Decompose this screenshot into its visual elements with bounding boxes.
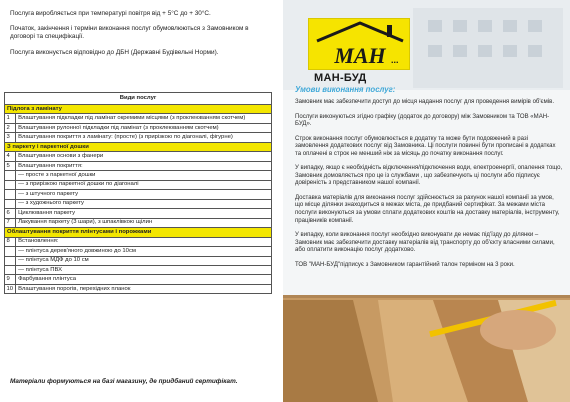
table-row	[5, 133, 272, 142]
intro-text	[10, 10, 272, 64]
table-section-header	[5, 105, 272, 114]
row-number	[5, 190, 16, 199]
table-row	[5, 218, 272, 227]
row-service: Циклювання паркету	[16, 209, 272, 218]
row-service: — плінтуса ПВХ	[16, 265, 272, 274]
row-number	[5, 265, 16, 274]
row-number	[5, 171, 16, 180]
row-service: Влаштування порогів, перехідних планок	[16, 284, 272, 293]
section-title: Облаштування покриття плінтусами і порожками	[5, 228, 272, 237]
services-table	[4, 92, 272, 294]
row-number: 7	[5, 218, 16, 227]
row-number: 4	[5, 152, 16, 161]
brand-name: МАН-БУД	[314, 72, 367, 84]
condition-paragraph: ТОВ "МАН-БУД"підписує з Замовником гарантійний талон терміном на 3 роки.	[295, 261, 515, 268]
row-service: Влаштування покриття:	[16, 161, 272, 170]
row-number: 3	[5, 133, 16, 142]
condition-paragraph: Строк виконання послуг обумовлюється в додатку та може бути подовжений в разі замовлення додаткових послуг від Замовника. Ці послуги повинні бути прописані в додатках та оплачені в строк не менший ніж за місяць до початку виконання послуг.	[295, 135, 556, 157]
row-number: 9	[5, 275, 16, 284]
table-row	[5, 190, 272, 199]
condition-paragraph: Замовник має забезпечити доступ до місця надання послуг для проведення вимірів об'ємів.	[295, 99, 555, 105]
row-number: 2	[5, 123, 16, 132]
table-row	[5, 199, 272, 208]
row-service: Лакування паркету (3 шари), з шпаклівкою щілин	[16, 218, 272, 227]
row-number: 8	[5, 237, 16, 246]
table-section-header	[5, 228, 272, 237]
table-row	[5, 284, 272, 293]
intro-temperature: Послуга виробляється при температурі повітря від + 5°C до + 30°C.	[10, 10, 211, 17]
table-row	[5, 209, 272, 218]
conditions-text	[295, 99, 563, 269]
table-row	[5, 152, 272, 161]
row-service: — просте з паркетної дошки	[16, 171, 272, 180]
intro-terms: Початок, закінчення і терміни виконання послуг обумовлюються з Замовником в договорі та специфікації.	[10, 25, 249, 41]
services-table-body	[5, 105, 272, 294]
house-roof-icon	[309, 19, 411, 71]
section-title: З паркету і паркетної дошки	[5, 142, 272, 151]
right-page	[283, 0, 570, 402]
section-title: Підлога з ламінату	[5, 105, 272, 114]
row-service: Влаштування основи з фанери	[16, 152, 272, 161]
logo-mark-text: МАН	[334, 43, 386, 68]
row-number	[5, 199, 16, 208]
condition-paragraph: Послуги виконуються згідно графіку (додаток до договору) між Замовником та ТОВ «МАН-БУД».	[295, 113, 550, 128]
svg-text:...: ...	[391, 55, 399, 65]
row-service: — плінтуса дерев'яного довжиною до 10см	[16, 247, 272, 256]
table-row	[5, 247, 272, 256]
condition-paragraph: У випадку, коли виконання послуг необхідно виконувати де немає під'їзду до ділянки – Замовник має забезпечити доставку матеріалів від транспорту до об'єкту власними силами, або оплатити виконацію послуг додатково.	[295, 232, 555, 254]
row-service: — плінтуса МДФ до 10 см	[16, 256, 272, 265]
row-service: — з художнього паркету	[16, 199, 272, 208]
condition-paragraph: У випадку, якщо є необхідність відключення/підключення води, електроенергії, опалення тощо, Замовник домовляється про це із службами , що забезпечують ці послуги або підписує довіреність з представником нашої компанії.	[295, 165, 563, 187]
row-number: 6	[5, 209, 16, 218]
table-row	[5, 161, 272, 170]
row-service: Влаштування покриття з ламінату: (просте) (з прирізкою по діагоналі, фігурне)	[16, 133, 272, 142]
table-row	[5, 265, 272, 274]
conditions-title: Умови виконання послуг:	[295, 85, 396, 94]
row-service: Фарбування плінтуса	[16, 275, 272, 284]
services-table-header: Види послуг	[5, 93, 272, 105]
table-row	[5, 171, 272, 180]
table-row	[5, 275, 272, 284]
table-row	[5, 237, 272, 246]
row-number	[5, 247, 16, 256]
row-service: — з прирізкою паркетної дошки по діагоналі	[16, 180, 272, 189]
table-row	[5, 123, 272, 132]
row-number	[5, 180, 16, 189]
table-row	[5, 180, 272, 189]
photo-divider	[283, 295, 570, 298]
intro-dbn: Послуга виконується відповідно до ДБН (Державні Будівельні Норми).	[10, 48, 219, 56]
table-row	[5, 114, 272, 123]
left-page	[0, 0, 283, 402]
logo-mark	[308, 18, 410, 70]
row-service: — з штучного паркету	[16, 190, 272, 199]
row-service: Влаштування рулонної підкладки під ламінат (з проклеюванням скотчем)	[16, 123, 272, 132]
worker-hand	[480, 310, 556, 350]
row-number: 10	[5, 284, 16, 293]
row-number: 5	[5, 161, 16, 170]
row-number	[5, 256, 16, 265]
row-service: Встановлення:	[16, 237, 272, 246]
row-number: 1	[5, 114, 16, 123]
table-row	[5, 256, 272, 265]
table-section-header	[5, 142, 272, 151]
row-service: Влаштування підкладки під ламінат окремими місцями (з проклеюванням скотчем)	[16, 114, 272, 123]
condition-paragraph: Доставка матеріалів для виконання послуг здійснюється за рахунок нашої компанії за умов, що місце ділянки знаходиться в межах міста, де придбаний сертифікат. За межами міста послуги виконуються за умови сплати додаткових коштів на доставку матеріалів, інструменту, працівників компанії.	[295, 194, 560, 224]
materials-note: Матеріали формуються на базі магазину, де придбаний сертифікат.	[10, 378, 238, 385]
